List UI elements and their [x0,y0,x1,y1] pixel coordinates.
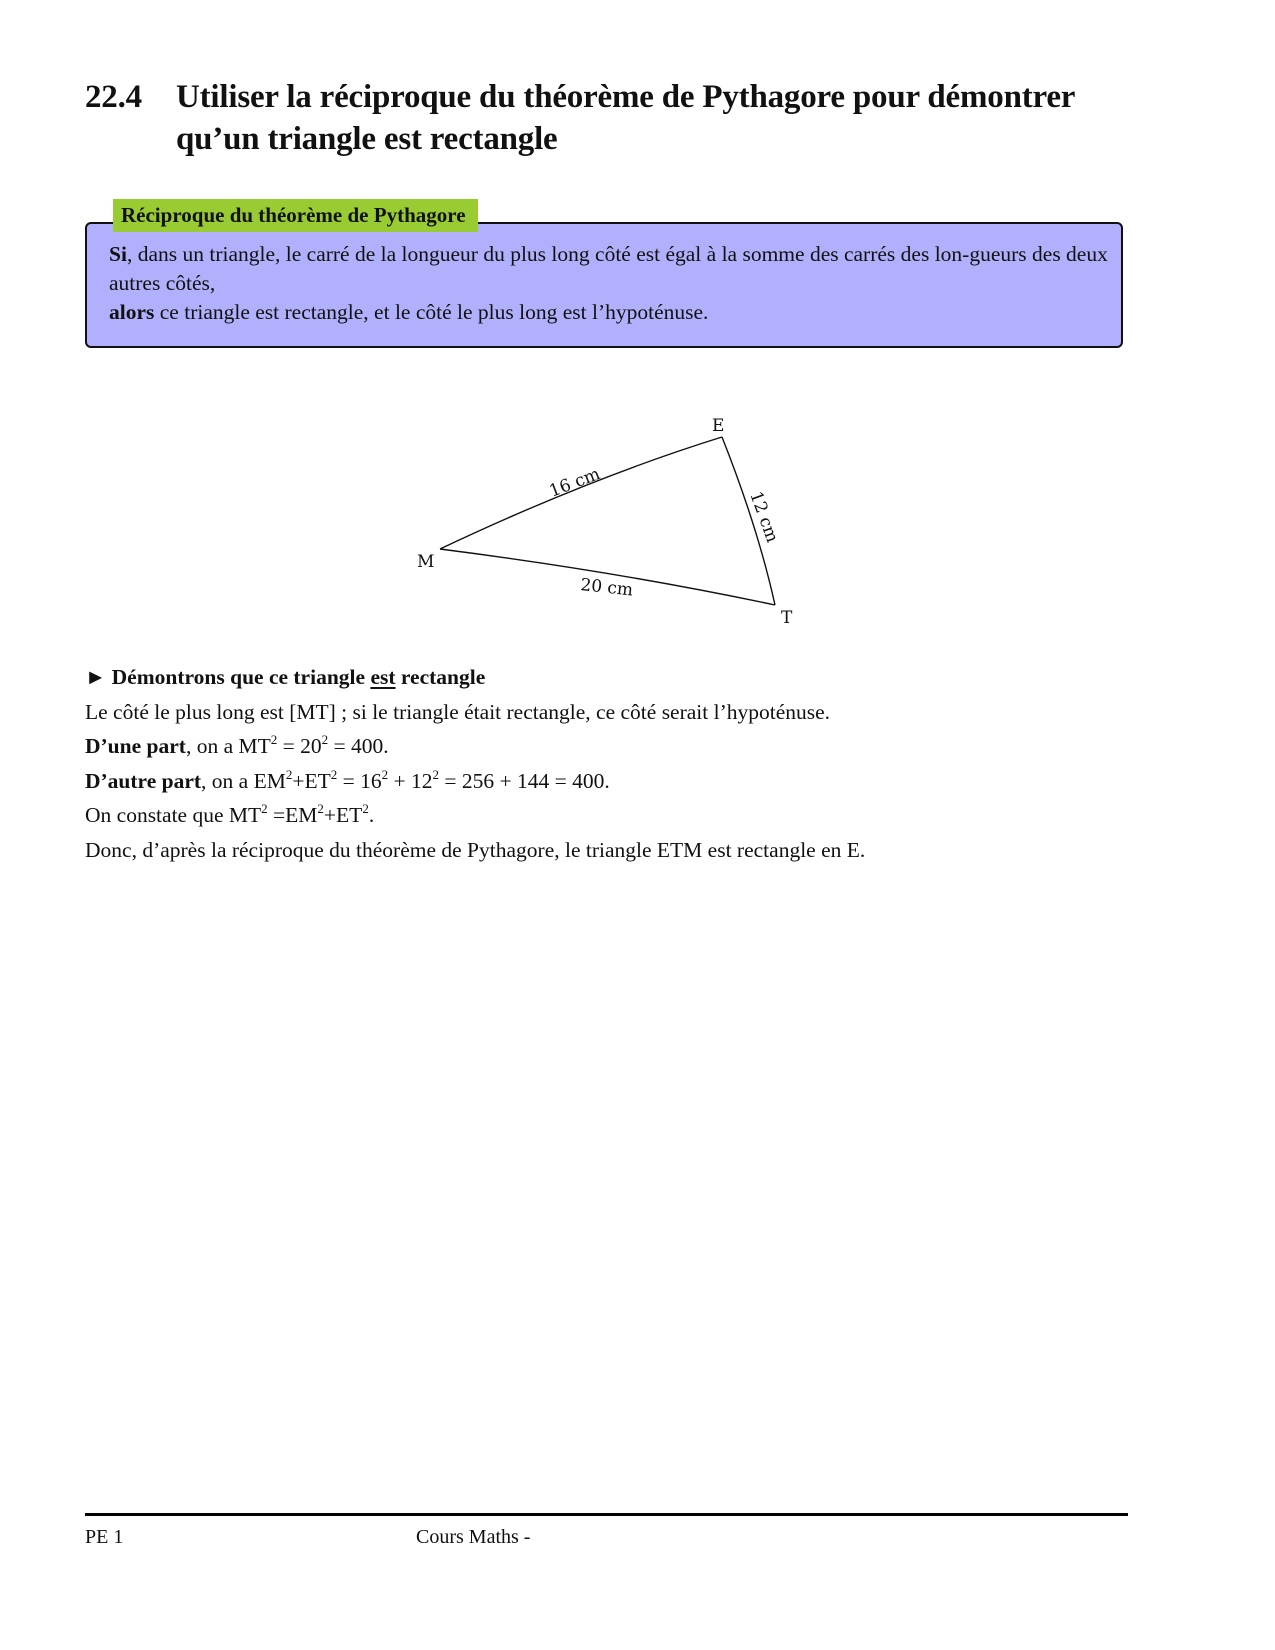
footer-divider [85,1513,1128,1516]
vertex-label-e: E [712,416,725,436]
triangle-figure [400,400,820,640]
proof-title-emphasis: est [370,665,396,689]
vertex-label-t: T [781,608,793,628]
proof-line-first-part: D’une part, on a $MT^2 = 20^2 = 400$. [85,732,389,758]
theorem-alors-keyword: alors [109,300,155,324]
proof-title: ► Démontrons que ce triangle est rectangle [85,665,486,689]
side-label-et: 12 cm [745,488,783,546]
proof-line-second-part: D’autre part, on a $EM^2+ET^2 = 16^2 + 12^2 = 256 + 144 = 400$. [85,766,610,793]
proof-line-hypotenuse: Le côté le plus long est [MT] ; si le triangle était rectangle, ce côté serait l’hypoténuse. [85,699,831,724]
section-number: 22.4 [85,79,142,115]
proof-conclusion: Donc, d’après la réciproque du théorème de Pythagore, le triangle ETM est rectangle en E. [85,837,866,862]
proof-section [85,662,1145,869]
section-title: Utiliser la réciproque du théorème de Pythagore pour démontrer qu’un triangle est rectangle [176,79,1075,157]
theorem-si-text: , dans un triangle, le carré de la longueur du plus long côté est égal à la somme des carrés des lon-gueurs des deux autres côtés, [109,242,1108,295]
vertex-label-m: M [417,552,435,572]
proof-line-comparison: On constate que $MT^2 =EM^2+ET^2$. [85,801,375,827]
theorem-statement [109,240,1109,327]
side-label-mt: 20 cm [579,575,634,601]
footer-left: PE 1 [85,1526,124,1548]
theorem-label: Réciproque du théorème de Pythagore [113,199,478,232]
theorem-alors-text: ce triangle est rectangle, et le côté le plus long est l’hypoténuse. [154,300,709,324]
side-me [440,437,722,549]
triangle-bullet-icon: ► [85,665,107,689]
side-label-me: 16 cm [546,464,603,502]
theorem-si-keyword: Si [109,242,127,266]
footer-center: Cours Maths - [416,1526,531,1548]
